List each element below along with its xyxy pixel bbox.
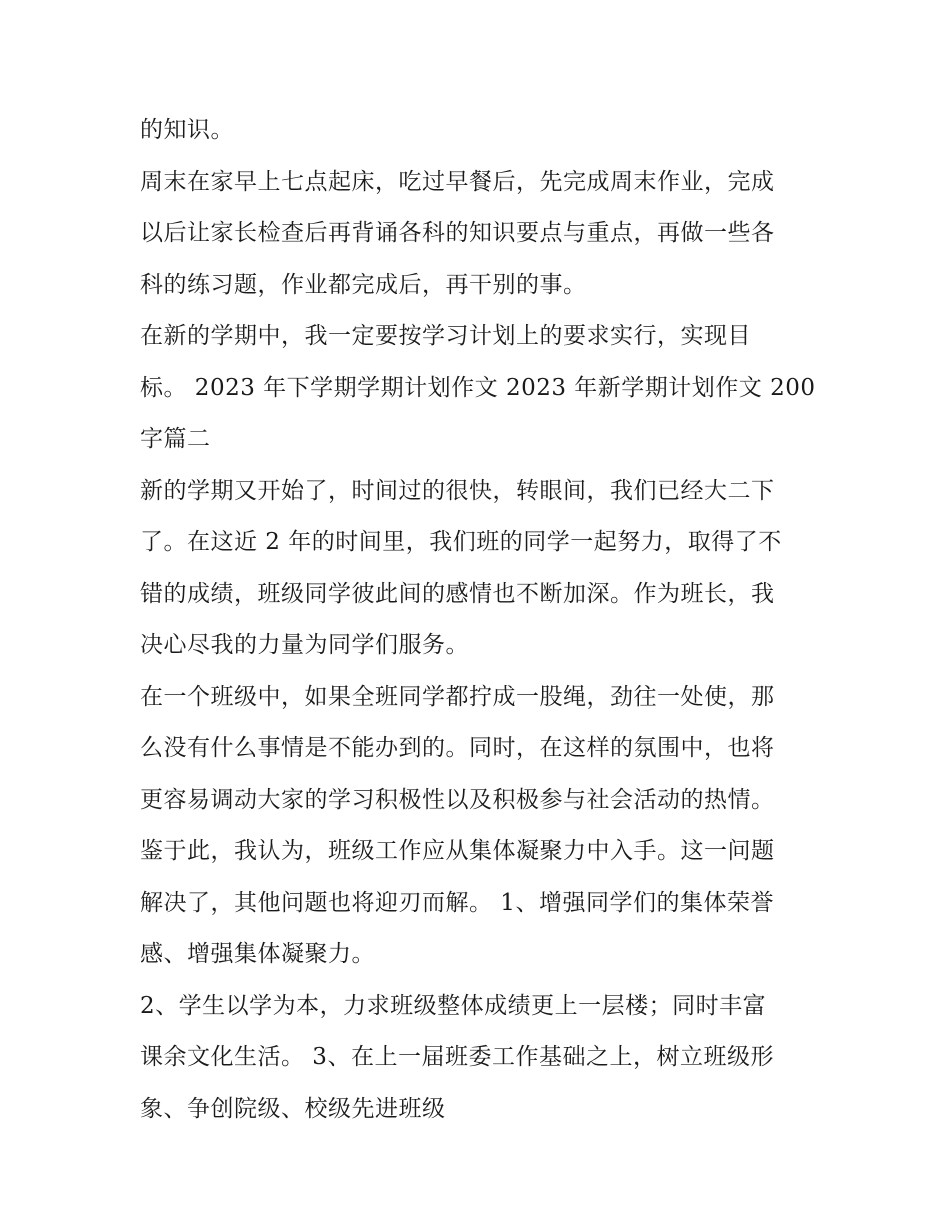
text-line: 科的练习题，作业都完成后，再干别的事。 xyxy=(140,271,587,298)
text-line: 决心尽我的力量为同学们服务。 xyxy=(140,632,469,658)
text-line: 的知识。 xyxy=(140,117,234,143)
text-line: 新的学期又开始了，时间过的很快，转眼间，我们已经大二下 xyxy=(140,477,775,504)
text-line: 周末在家早上七点起床，吃过早餐后，先完成周末作业，完成 xyxy=(140,168,775,195)
text-line: 感、增强集体凝聚力。 xyxy=(140,941,375,967)
text-line: 在新的学期中，我一定要按学习计划上的要求实行，实现目 xyxy=(140,323,751,349)
text-line: 更容易调动大家的学习积极性以及积极参与社会活动的热情。 xyxy=(140,786,775,813)
text-line: 错的成绩，班级同学彼此间的感情也不断加深。作为班长，我 xyxy=(140,580,775,607)
text-line: 以后让家长检查后再背诵各科的知识要点与重点，再做一些各 xyxy=(140,220,775,246)
text-line: 象、争创院级、校级先进班级 xyxy=(140,1095,446,1122)
text-line: 标。 2023 年下学期学期计划作文 2023 年新学期计划作文 200 xyxy=(140,374,816,401)
text-line: 课余文化生活。 3、在上一届班委工作基础之上，树立班级形 xyxy=(140,1044,774,1070)
text-line: 了。在这近 2 年的时间里，我们班的同学一起努力，取得了不 xyxy=(140,529,782,555)
text-line: 鉴于此，我认为，班级工作应从集体凝聚力中入手。这一问题 xyxy=(140,838,775,864)
text-line: 解决了，其他问题也将迎刃而解。 1、增强同学们的集体荣誉 xyxy=(140,889,774,916)
text-line: 在一个班级中，如果全班同学都拧成一股绳，劲往一处使，那 xyxy=(140,683,775,710)
document-body xyxy=(140,105,820,1135)
text-line: 字篇二 xyxy=(140,426,211,452)
text-line: 么没有什么事情是不能办到的。同时，在这样的氛围中，也将 xyxy=(140,735,775,761)
text-line: 2、学生以学为本，力求班级整体成绩更上一层楼；同时丰富 xyxy=(140,992,767,1019)
